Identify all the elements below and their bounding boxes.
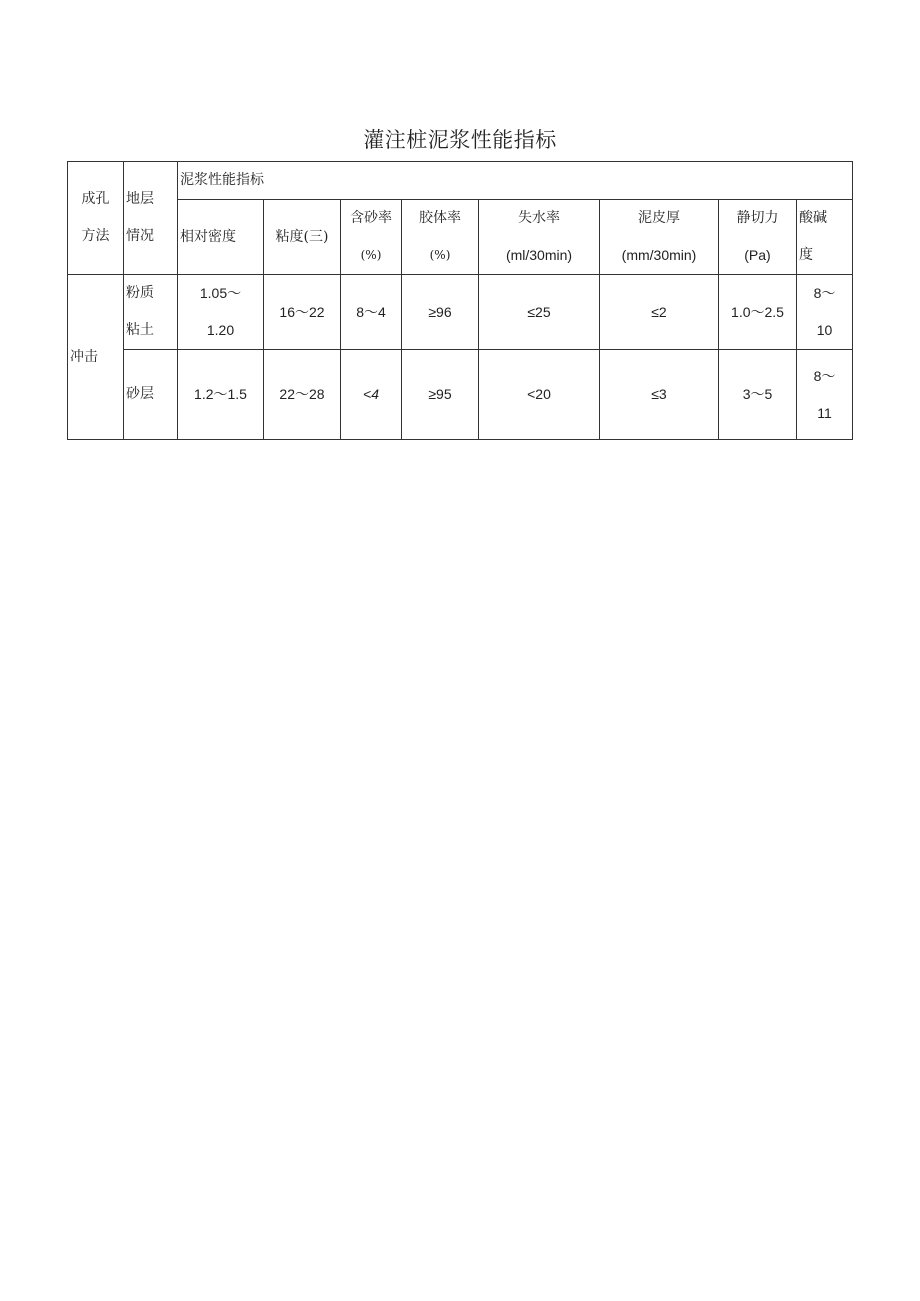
sand-content-cell: 8～4	[341, 275, 402, 350]
header-row-1	[68, 162, 853, 200]
sand-content-cell: <4	[341, 350, 402, 440]
header-density: 相对密度	[178, 200, 264, 275]
static-shear-cell: 1.0～2.5	[719, 275, 797, 350]
cake-thickness-cell: ≤2	[600, 275, 719, 350]
water-loss-cell: ≤25	[479, 275, 600, 350]
table-row	[68, 275, 853, 350]
header-row-2	[68, 200, 853, 275]
density-cell: 1.2～1.5	[178, 350, 264, 440]
ph-cell: 8～ 11	[797, 350, 853, 440]
header-group: 泥浆性能指标	[178, 162, 853, 200]
header-viscosity: 粘度(三)	[264, 200, 341, 275]
header-sand-content: 含砂率 (%)	[341, 200, 402, 275]
density-cell: 1.05～ 1.20	[178, 275, 264, 350]
colloid-rate-cell: ≥96	[402, 275, 479, 350]
stratum-cell: 砂层	[124, 350, 178, 440]
viscosity-cell: 16～22	[264, 275, 341, 350]
header-static-shear: 静切力 (Pa)	[719, 200, 797, 275]
header-cake-thickness: 泥皮厚 (mm/30min)	[600, 200, 719, 275]
water-loss-cell: <20	[479, 350, 600, 440]
header-colloid-rate: 胶体率 (%)	[402, 200, 479, 275]
cake-thickness-cell: ≤3	[600, 350, 719, 440]
header-method: 成孔 方法	[68, 162, 124, 275]
mud-performance-table	[67, 161, 853, 440]
colloid-rate-cell: ≥95	[402, 350, 479, 440]
static-shear-cell: 3～5	[719, 350, 797, 440]
method-cell: 冲击	[68, 275, 124, 440]
stratum-cell: 粉质 粘土	[124, 275, 178, 350]
document-title: 灌注桩泥浆性能指标	[363, 128, 557, 152]
ph-cell: 8～ 10	[797, 275, 853, 350]
viscosity-cell: 22～28	[264, 350, 341, 440]
header-water-loss: 失水率 (ml/30min)	[479, 200, 600, 275]
header-ph: 酸碱 度	[797, 200, 853, 275]
header-stratum: 地层 情况	[124, 162, 178, 275]
table-row	[68, 350, 853, 440]
